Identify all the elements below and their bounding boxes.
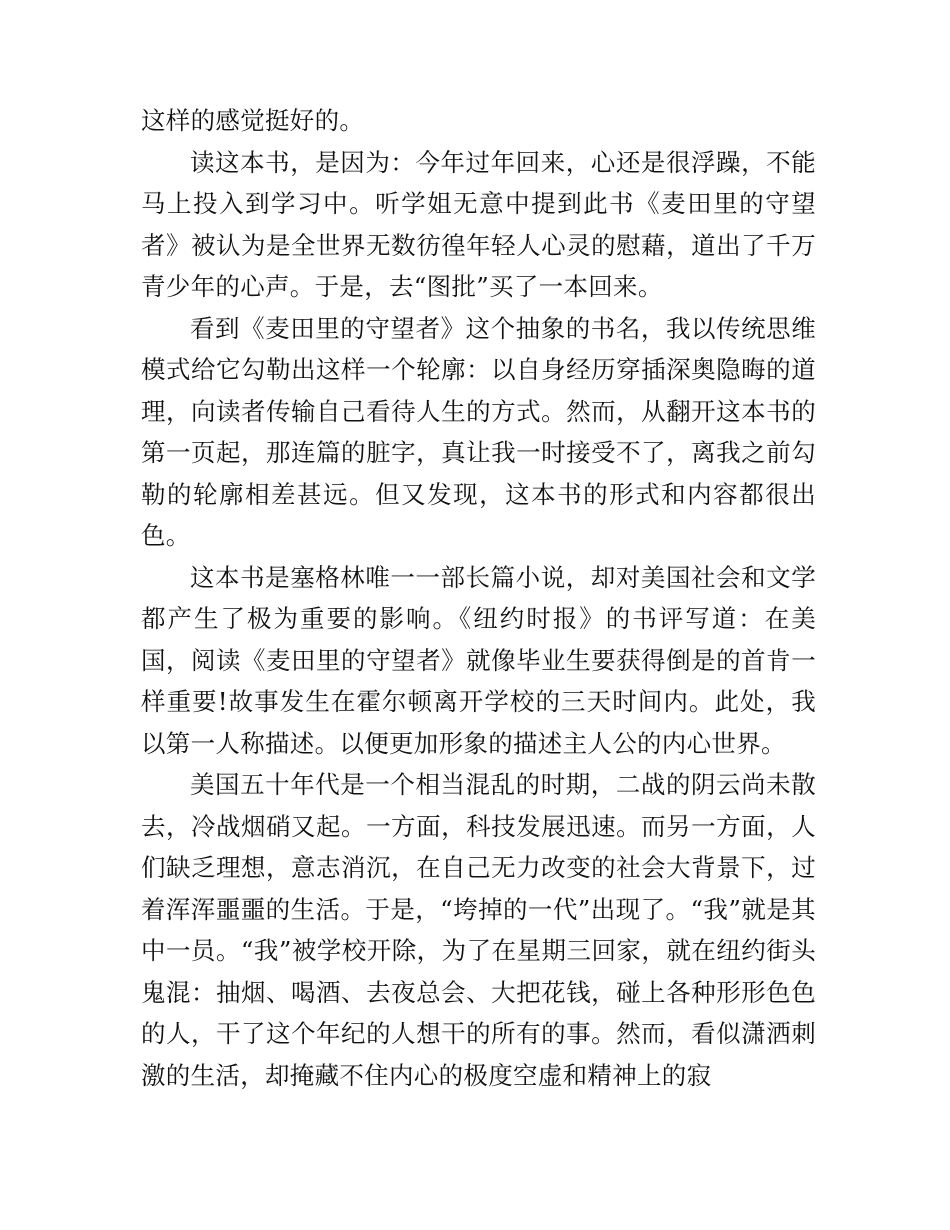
paragraph-first-impression: 看到《麦田里的守望者》这个抽象的书名，我以传统思维模式给它勾勒出这样一个轮廓：以自身经历穿插深奥隐晦的道理，向读者传输自己看待人生的方式。然而，从翻开这本书的第一页起，那连篇的脏字，真让我一时接受不了，离我之前勾勒的轮廓相差甚远。但又发现，这本书的形式和内容都很出色。 xyxy=(141,313,816,550)
paragraph-continuation: 这样的感觉挺好的。 xyxy=(141,106,365,135)
paragraph-historical-background: 美国五十年代是一个相当混乱的时期，二战的阴云尚未散去，冷战烟硝又起。一方面，科技发展迅速。而另一方面，人们缺乏理想，意志消沉，在自己无力改变的社会大背景下，过着浑浑噩噩的生活。于是，“垮掉的一代”出现了。“我”就是其中一员。“我”被学校开除，为了在星期三回家，就在纽约街头鬼混：抽烟、喝酒、去夜总会、大把花钱，碰上各种形形色色的人，干了这个年纪的人想干的所有的事。然而，看似潇洒刺激的生活，却掩藏不住内心的极度空虚和精神上的寂 xyxy=(141,770,816,1090)
paragraph-reason-for-reading: 读这本书，是因为：今年过年回来，心还是很浮躁，不能马上投入到学习中。听学姐无意中提到此书《麦田里的守望者》被认为是全世界无数彷徨年轻人心灵的慰藉，道出了千万青少年的心声。于是，去“图批”买了一本回来。 xyxy=(141,147,816,301)
paragraph-book-influence: 这本书是塞格林唯一一部长篇小说，却对美国社会和文学都产生了极为重要的影响。《纽约时报》的书评写道：在美国，阅读《麦田里的守望者》就像毕业生要获得倒是的首肯一样重要!故事发生在霍尔顿离开学校的三天时间内。此处，我以第一人称描述。以便更加形象的描述主人公的内心世界。 xyxy=(141,562,816,758)
document-page xyxy=(141,100,816,1096)
